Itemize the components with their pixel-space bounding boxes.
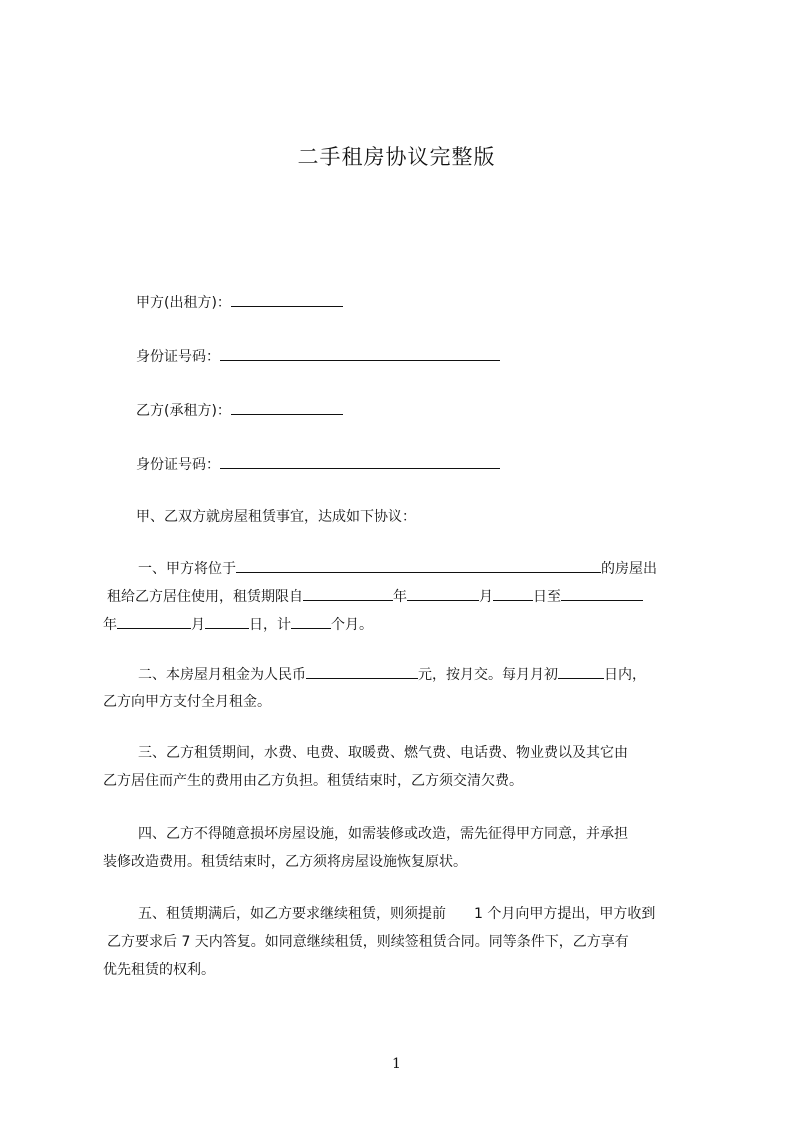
clause-3-line: 乙方居住而产生的费用由乙方负担。租赁结束时，乙方须交清欠费。	[103, 773, 523, 789]
clause-5-line: 优先租赁的权利。	[103, 962, 215, 978]
clause-1-text: 日至	[533, 589, 561, 605]
clause-2-text: 二、本房屋月租金为人民币	[138, 667, 306, 683]
clause-5-line: 五、租赁期满后，如乙方要求继续租赁，则须提前 1 个月向甲方提出，甲方收到	[138, 906, 656, 922]
id-number-a-label: 身份证号码：	[136, 349, 220, 365]
clause-3-line: 三、乙方租赁期间，水费、电费、取暖费、燃气费、电话费、物业费以及其它由	[138, 745, 628, 761]
party-a-label: 甲方(出租方)：	[136, 295, 231, 311]
clause-1-text: 一、甲方将位于	[138, 561, 236, 577]
id-number-b-line	[136, 454, 500, 475]
clause-4-line: 四、乙方不得随意损坏房屋设施，如需装修或改造，需先征得甲方同意，并承担	[138, 826, 628, 842]
clause-5-line: 乙方要求后 7 天内答复。如同意继续租赁，则续签租赁合同。同等条件下，乙方享有	[107, 934, 629, 950]
document-title: 二手租房协议完整版	[297, 145, 496, 169]
clause-1-text: 月	[191, 617, 205, 633]
id-number-a-blank[interactable]	[220, 346, 500, 361]
id-number-a-line	[136, 346, 500, 367]
clause-5	[103, 904, 703, 988]
end-month-blank[interactable]	[117, 614, 191, 629]
clause-4	[103, 824, 703, 880]
end-day-blank[interactable]	[205, 614, 249, 629]
party-a-blank[interactable]	[231, 292, 343, 307]
clause-1-text: 个月。	[331, 617, 373, 633]
party-a-line	[136, 292, 343, 313]
id-number-b-blank[interactable]	[220, 454, 500, 469]
total-months-blank[interactable]	[291, 614, 331, 629]
intro-text: 甲、乙双方就房屋租赁事宜，达成如下协议：	[136, 509, 416, 525]
clause-1-text: 年	[103, 617, 117, 633]
clause-2-text: 元，按月交。每月月初	[418, 667, 558, 683]
clause-4-line: 装修改造费用。租赁结束时，乙方须将房屋设施恢复原状。	[103, 854, 467, 870]
party-b-label: 乙方(承租方)：	[136, 403, 231, 419]
id-number-b-label: 身份证号码：	[136, 457, 220, 473]
start-year-blank[interactable]	[303, 586, 393, 601]
clause-1-text: 月	[479, 589, 493, 605]
clause-1-text: 日，计	[249, 617, 291, 633]
end-year-blank[interactable]	[561, 586, 643, 601]
payment-days-blank[interactable]	[558, 664, 604, 679]
clause-1-text: 的房屋出	[601, 561, 657, 577]
start-day-blank[interactable]	[493, 586, 533, 601]
monthly-rent-blank[interactable]	[306, 664, 418, 679]
clause-2-text: 乙方向甲方支付全月租金。	[103, 694, 271, 710]
property-address-blank[interactable]	[236, 558, 601, 573]
party-b-blank[interactable]	[231, 400, 343, 415]
clause-1	[103, 558, 703, 642]
clause-2	[103, 664, 703, 720]
clause-2-text: 日内，	[604, 667, 646, 683]
clause-3	[103, 743, 703, 799]
page-number: 1	[392, 1056, 401, 1072]
party-b-line	[136, 400, 343, 421]
clause-1-text: 年	[393, 589, 407, 605]
start-month-blank[interactable]	[407, 586, 479, 601]
clause-1-text: 租给乙方居住使用，租赁期限自	[107, 589, 303, 605]
